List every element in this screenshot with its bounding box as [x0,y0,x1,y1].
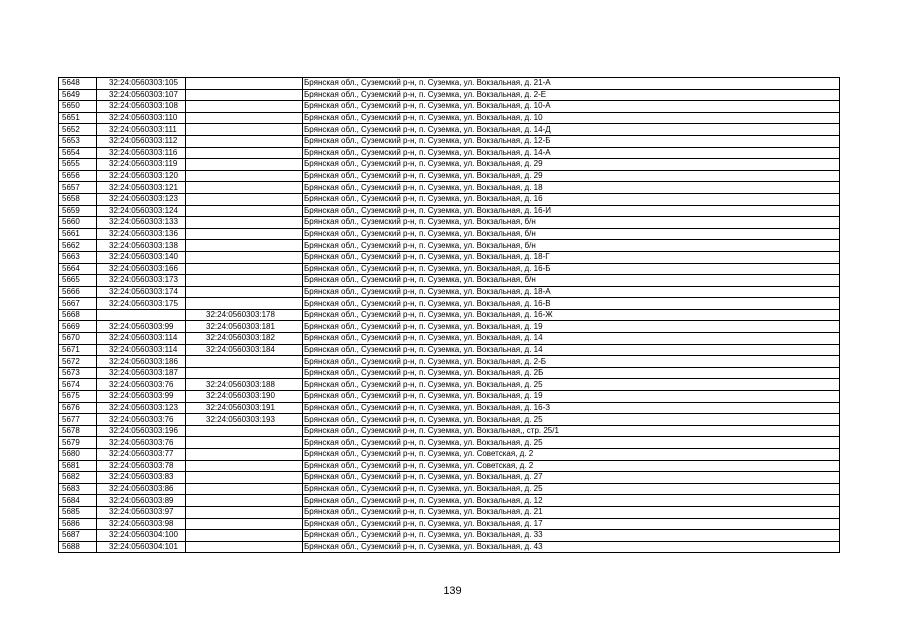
cadastral-number-cell: 32:24:0560303:116 [97,147,186,159]
table-row [59,170,840,182]
cadastral-number-cell: 32:24:0560303:136 [97,228,186,240]
cadastral-number-cell [97,309,186,321]
cadastral-registry-table [58,77,840,553]
cadastral-number-cell: 32:24:0560303:120 [97,170,186,182]
cadastral-number-cell: 32:24:0560303:99 [97,391,186,403]
related-cadastral-number-cell [186,112,303,124]
cadastral-number-cell: 32:24:0560303:98 [97,518,186,530]
address-cell: Брянская обл., Суземский р-н, п. Суземка, ул. Вокзальная, д. 10-А [303,101,840,113]
related-cadastral-number-cell: 32:24:0560303:191 [186,402,303,414]
record-number-cell: 5662 [59,240,97,252]
table-row [59,356,840,368]
table-row [59,182,840,194]
cadastral-number-cell: 32:24:0560303:119 [97,159,186,171]
related-cadastral-number-cell [186,228,303,240]
address-cell: Брянская обл., Суземский р-н, п. Суземка, ул. Вокзальная, д. 25 [303,483,840,495]
related-cadastral-number-cell [186,449,303,461]
address-cell: Брянская обл., Суземский р-н, п. Суземка, ул. Вокзальная, д. 16-В [303,298,840,310]
table-row [59,193,840,205]
table-row [59,286,840,298]
cadastral-number-cell: 32:24:0560303:114 [97,333,186,345]
address-cell: Брянская обл., Суземский р-н, п. Суземка, ул. Вокзальная, д. 29 [303,159,840,171]
related-cadastral-number-cell: 32:24:0560303:178 [186,309,303,321]
record-number-cell: 5678 [59,425,97,437]
address-cell: Брянская обл., Суземский р-н, п. Суземка, ул. Вокзальная, б/н [303,228,840,240]
address-cell: Брянская обл., Суземский р-н, п. Суземка, ул. Вокзальная, д. 16-Ж [303,309,840,321]
table-row [59,333,840,345]
address-cell: Брянская обл., Суземский р-н, п. Суземка, ул. Вокзальная, д. 25 [303,437,840,449]
record-number-cell: 5654 [59,147,97,159]
cadastral-number-cell: 32:24:0560303:121 [97,182,186,194]
address-cell: Брянская обл., Суземский р-н, п. Суземка, ул. Вокзальная, д. 27 [303,472,840,484]
cadastral-number-cell: 32:24:0560303:110 [97,112,186,124]
table-row [59,89,840,101]
table-row [59,483,840,495]
table-row [59,228,840,240]
cadastral-number-cell: 32:24:0560303:166 [97,263,186,275]
related-cadastral-number-cell [186,217,303,229]
address-cell: Брянская обл., Суземский р-н, п. Суземка, ул. Вокзальная, д. 14 [303,344,840,356]
address-cell: Брянская обл., Суземский р-н, п. Суземка, ул. Вокзальная, д. 43 [303,541,840,553]
address-cell: Брянская обл., Суземский р-н, п. Суземка, ул. Вокзальная, д. 2Б [303,367,840,379]
table-row [59,437,840,449]
record-number-cell: 5652 [59,124,97,136]
record-number-cell: 5675 [59,391,97,403]
address-cell: Брянская обл., Суземский р-н, п. Суземка, ул. Вокзальная, д. 16-И [303,205,840,217]
table-row [59,495,840,507]
record-number-cell: 5684 [59,495,97,507]
related-cadastral-number-cell: 32:24:0560303:193 [186,414,303,426]
cadastral-number-cell: 32:24:0560303:133 [97,217,186,229]
record-number-cell: 5683 [59,483,97,495]
record-number-cell: 5671 [59,344,97,356]
table-row [59,101,840,113]
address-cell: Брянская обл., Суземский р-н, п. Суземка, ул. Вокзальная, д. 18-А [303,286,840,298]
address-cell: Брянская обл., Суземский р-н, п. Суземка, ул. Вокзальная, д. 14-Д [303,124,840,136]
cadastral-number-cell: 32:24:0560303:114 [97,344,186,356]
related-cadastral-number-cell [186,263,303,275]
record-number-cell: 5672 [59,356,97,368]
related-cadastral-number-cell [186,367,303,379]
table-row [59,135,840,147]
related-cadastral-number-cell [186,78,303,90]
address-cell: Брянская обл., Суземский р-н, п. Суземка, ул. Вокзальная, д. 18-Г [303,251,840,263]
address-cell: Брянская обл., Суземский р-н, п. Суземка, ул. Вокзальная, б/н [303,217,840,229]
table-row [59,367,840,379]
record-number-cell: 5656 [59,170,97,182]
table-row [59,240,840,252]
related-cadastral-number-cell [186,298,303,310]
table-row [59,472,840,484]
record-number-cell: 5660 [59,217,97,229]
cadastral-number-cell: 32:24:0560303:76 [97,414,186,426]
record-number-cell: 5663 [59,251,97,263]
record-number-cell: 5676 [59,402,97,414]
cadastral-number-cell: 32:24:0560303:123 [97,193,186,205]
cadastral-number-cell: 32:24:0560303:124 [97,205,186,217]
related-cadastral-number-cell [186,518,303,530]
cadastral-number-cell: 32:24:0560303:111 [97,124,186,136]
record-number-cell: 5669 [59,321,97,333]
record-number-cell: 5673 [59,367,97,379]
record-number-cell: 5665 [59,275,97,287]
address-cell: Брянская обл., Суземский р-н, п. Суземка, ул. Вокзальная, д. 25 [303,379,840,391]
related-cadastral-number-cell [186,472,303,484]
table-row [59,263,840,275]
address-cell: Брянская обл., Суземский р-н, п. Суземка, ул. Вокзальная, д. 25 [303,414,840,426]
record-number-cell: 5687 [59,530,97,542]
record-number-cell: 5650 [59,101,97,113]
record-number-cell: 5668 [59,309,97,321]
record-number-cell: 5682 [59,472,97,484]
record-number-cell: 5680 [59,449,97,461]
cadastral-number-cell: 32:24:0560303:173 [97,275,186,287]
cadastral-number-cell: 32:24:0560303:138 [97,240,186,252]
address-cell: Брянская обл., Суземский р-н, п. Суземка, ул. Вокзальная, д. 2-Е [303,89,840,101]
related-cadastral-number-cell [186,205,303,217]
address-cell: Брянская обл., Суземский р-н, п. Суземка, ул. Вокзальная, д. 21-А [303,78,840,90]
cadastral-number-cell: 32:24:0560303:187 [97,367,186,379]
record-number-cell: 5681 [59,460,97,472]
related-cadastral-number-cell [186,159,303,171]
record-number-cell: 5659 [59,205,97,217]
cadastral-number-cell: 32:24:0560303:83 [97,472,186,484]
table-row [59,251,840,263]
address-cell: Брянская обл., Суземский р-н, п. Суземка, ул. Вокзальная, д. 14 [303,333,840,345]
cadastral-number-cell: 32:24:0560303:78 [97,460,186,472]
related-cadastral-number-cell: 32:24:0560303:181 [186,321,303,333]
address-cell: Брянская обл., Суземский р-н, п. Суземка, ул. Вокзальная, б/н [303,240,840,252]
record-number-cell: 5679 [59,437,97,449]
record-number-cell: 5664 [59,263,97,275]
related-cadastral-number-cell [186,193,303,205]
address-cell: Брянская обл., Суземский р-н, п. Суземка, ул. Вокзальная, д. 10 [303,112,840,124]
cadastral-number-cell: 32:24:0560303:186 [97,356,186,368]
table-row [59,518,840,530]
record-number-cell: 5670 [59,333,97,345]
related-cadastral-number-cell [186,135,303,147]
cadastral-number-cell: 32:24:0560303:123 [97,402,186,414]
record-number-cell: 5688 [59,541,97,553]
record-number-cell: 5648 [59,78,97,90]
related-cadastral-number-cell [186,437,303,449]
related-cadastral-number-cell [186,530,303,542]
cadastral-number-cell: 32:24:0560303:140 [97,251,186,263]
related-cadastral-number-cell [186,170,303,182]
table-row [59,379,840,391]
cadastral-number-cell: 32:24:0560303:174 [97,286,186,298]
related-cadastral-number-cell [186,101,303,113]
related-cadastral-number-cell [186,495,303,507]
record-number-cell: 5661 [59,228,97,240]
table-row [59,159,840,171]
table-row [59,541,840,553]
address-cell: Брянская обл., Суземский р-н, п. Суземка, ул. Вокзальная, д. 16-Б [303,263,840,275]
table-row [59,449,840,461]
related-cadastral-number-cell [186,240,303,252]
cadastral-number-cell: 32:24:0560303:97 [97,506,186,518]
record-number-cell: 5677 [59,414,97,426]
address-cell: Брянская обл., Суземский р-н, п. Суземка, ул. Вокзальная, д. 19 [303,321,840,333]
table-row [59,530,840,542]
table-row [59,460,840,472]
table-row [59,124,840,136]
cadastral-number-cell: 32:24:0560303:76 [97,437,186,449]
address-cell: Брянская обл., Суземский р-н, п. Суземка, ул. Вокзальная, д. 33 [303,530,840,542]
related-cadastral-number-cell [186,483,303,495]
related-cadastral-number-cell [186,275,303,287]
related-cadastral-number-cell [186,147,303,159]
record-number-cell: 5649 [59,89,97,101]
address-cell: Брянская обл., Суземский р-н, п. Суземка, ул. Вокзальная, д. 14-А [303,147,840,159]
cadastral-number-cell: 32:24:0560303:86 [97,483,186,495]
cadastral-number-cell: 32:24:0560304:101 [97,541,186,553]
cadastral-number-cell: 32:24:0560303:105 [97,78,186,90]
related-cadastral-number-cell [186,124,303,136]
related-cadastral-number-cell [186,89,303,101]
table-row [59,391,840,403]
record-number-cell: 5658 [59,193,97,205]
table-row [59,275,840,287]
related-cadastral-number-cell [186,251,303,263]
table-row [59,425,840,437]
address-cell: Брянская обл., Суземский р-н, п. Суземка, ул. Советская, д. 2 [303,449,840,461]
cadastral-number-cell: 32:24:0560303:99 [97,321,186,333]
table-row [59,217,840,229]
cadastral-number-cell: 32:24:0560303:77 [97,449,186,461]
related-cadastral-number-cell [186,286,303,298]
record-number-cell: 5667 [59,298,97,310]
record-number-cell: 5674 [59,379,97,391]
address-cell: Брянская обл., Суземский р-н, п. Суземка, ул. Вокзальная, б/н [303,275,840,287]
table-row [59,414,840,426]
cadastral-number-cell: 32:24:0560303:175 [97,298,186,310]
address-cell: Брянская обл., Суземский р-н, п. Суземка, ул. Вокзальная, д. 2-Б [303,356,840,368]
table-row [59,309,840,321]
address-cell: Брянская обл., Суземский р-н, п. Суземка, ул. Советская, д. 2 [303,460,840,472]
address-cell: Брянская обл., Суземский р-н, п. Суземка, ул. Вокзальная,, стр. 25/1 [303,425,840,437]
record-number-cell: 5653 [59,135,97,147]
table-row [59,402,840,414]
table-row [59,78,840,90]
record-number-cell: 5655 [59,159,97,171]
related-cadastral-number-cell: 32:24:0560303:188 [186,379,303,391]
record-number-cell: 5666 [59,286,97,298]
related-cadastral-number-cell [186,460,303,472]
address-cell: Брянская обл., Суземский р-н, п. Суземка, ул. Вокзальная, д. 12-Б [303,135,840,147]
record-number-cell: 5651 [59,112,97,124]
page-number: 139 [443,585,462,597]
table-row [59,205,840,217]
related-cadastral-number-cell [186,182,303,194]
address-cell: Брянская обл., Суземский р-н, п. Суземка, ул. Вокзальная, д. 16-З [303,402,840,414]
related-cadastral-number-cell [186,356,303,368]
table-row [59,298,840,310]
address-cell: Брянская обл., Суземский р-н, п. Суземка, ул. Вокзальная, д. 29 [303,170,840,182]
record-number-cell: 5685 [59,506,97,518]
cadastral-number-cell: 32:24:0560303:89 [97,495,186,507]
related-cadastral-number-cell: 32:24:0560303:184 [186,344,303,356]
cadastral-number-cell: 32:24:0560303:107 [97,89,186,101]
table-row [59,506,840,518]
record-number-cell: 5657 [59,182,97,194]
cadastral-number-cell: 32:24:0560304:100 [97,530,186,542]
related-cadastral-number-cell [186,541,303,553]
table-row [59,344,840,356]
registry-table-body [59,78,840,553]
address-cell: Брянская обл., Суземский р-н, п. Суземка, ул. Вокзальная, д. 19 [303,391,840,403]
related-cadastral-number-cell [186,506,303,518]
address-cell: Брянская обл., Суземский р-н, п. Суземка, ул. Вокзальная, д. 17 [303,518,840,530]
record-number-cell: 5686 [59,518,97,530]
cadastral-number-cell: 32:24:0560303:108 [97,101,186,113]
cadastral-number-cell: 32:24:0560303:196 [97,425,186,437]
related-cadastral-number-cell: 32:24:0560303:190 [186,391,303,403]
related-cadastral-number-cell: 32:24:0560303:182 [186,333,303,345]
address-cell: Брянская обл., Суземский р-н, п. Суземка, ул. Вокзальная, д. 18 [303,182,840,194]
address-cell: Брянская обл., Суземский р-н, п. Суземка, ул. Вокзальная, д. 21 [303,506,840,518]
address-cell: Брянская обл., Суземский р-н, п. Суземка, ул. Вокзальная, д. 12 [303,495,840,507]
related-cadastral-number-cell [186,425,303,437]
cadastral-number-cell: 32:24:0560303:76 [97,379,186,391]
table-row [59,112,840,124]
table-row [59,147,840,159]
address-cell: Брянская обл., Суземский р-н, п. Суземка, ул. Вокзальная, д. 16 [303,193,840,205]
cadastral-number-cell: 32:24:0560303:112 [97,135,186,147]
table-row [59,321,840,333]
